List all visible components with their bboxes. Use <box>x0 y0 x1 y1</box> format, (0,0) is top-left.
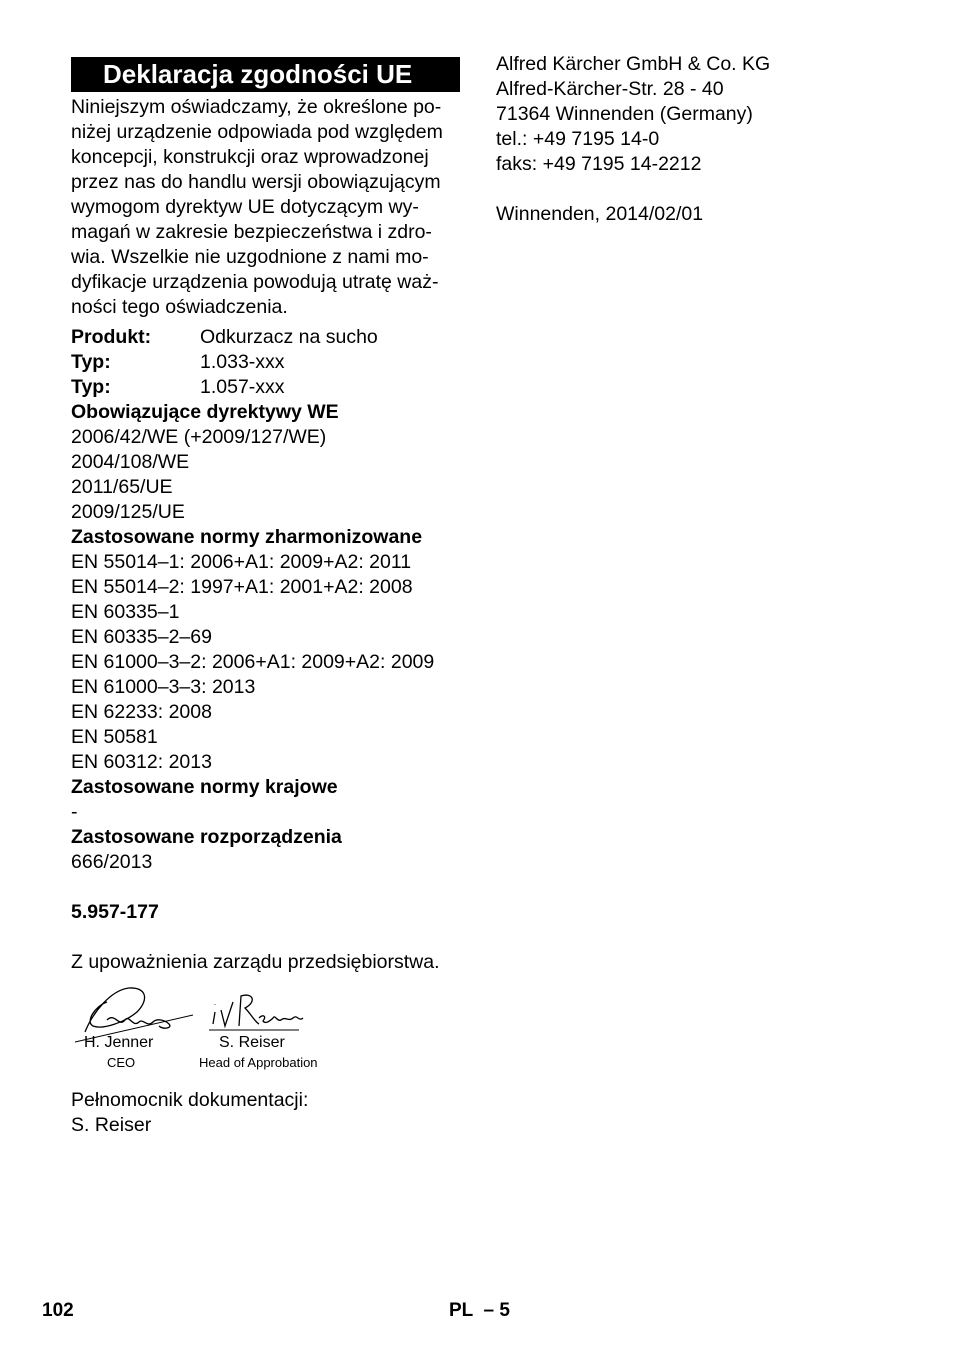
directive-item: 2009/125/UE <box>71 501 185 523</box>
company-line: Alfred Kärcher GmbH & Co. KG <box>496 53 771 75</box>
intro-line: wia. Wszelkie nie uzgodnione z nami mo- <box>71 246 429 268</box>
intro-line: Niniejszym oświadczamy, że określone po- <box>71 96 442 118</box>
page-number: 102 <box>42 1300 74 1321</box>
company-line: Alfred-Kärcher-Str. 28 - 40 <box>496 78 724 100</box>
intro-line: wymogom dyrektyw UE dotyczącym wy- <box>71 196 419 218</box>
document-number: 5.957-177 <box>71 901 159 923</box>
type-row <box>71 375 463 400</box>
standard-item: EN 61000–3–3: 2013 <box>71 676 256 698</box>
product-row <box>71 325 463 350</box>
type-row <box>71 350 463 375</box>
type-value: 1.057-xxx <box>200 376 285 398</box>
place-date: Winnenden, 2014/02/01 <box>496 203 704 225</box>
national-standards-value: - <box>71 801 78 823</box>
company-line: faks: +49 7195 14-2212 <box>496 153 702 175</box>
intro-paragraph <box>71 95 463 320</box>
type-label: Typ: <box>71 376 111 398</box>
product-label: Produkt: <box>71 326 152 348</box>
intro-line: ności tego oświadczenia. <box>71 296 288 318</box>
regulations-value: 666/2013 <box>71 851 153 873</box>
spacer <box>496 177 916 202</box>
standard-item: EN 55014–2: 1997+A1: 2001+A2: 2008 <box>71 576 413 598</box>
company-line: tel.: +49 7195 14-0 <box>496 128 660 150</box>
standard-item: EN 62233: 2008 <box>71 701 212 723</box>
directive-item: 2004/108/WE <box>71 451 190 473</box>
intro-line: magań w zakresie bezpieczeństwa i zdro- <box>71 221 432 243</box>
documentation-block <box>71 1088 308 1138</box>
national-standards-heading: Zastosowane normy krajowe <box>71 776 338 798</box>
spacer <box>71 875 463 900</box>
regulations-heading: Zastosowane rozporządzenia <box>71 826 342 848</box>
directive-item: 2011/65/UE <box>71 476 173 498</box>
spacer <box>71 925 463 950</box>
company-line: 71364 Winnenden (Germany) <box>496 103 753 125</box>
signatory-name: H. Jenner <box>84 1034 154 1051</box>
intro-line: dyfikacje urządzenia powodują utratę waż- <box>71 271 439 293</box>
signature-block <box>71 982 371 1082</box>
harmonised-standards-heading: Zastosowane normy zharmonizowane <box>71 526 423 548</box>
intro-line: niżej urządzenie odpowiada pod względem <box>71 121 443 143</box>
standard-item: EN 60312: 2013 <box>71 751 212 773</box>
intro-line: koncepcji, konstrukcji oraz wprowadzonej <box>71 146 429 168</box>
signatory-name: S. Reiser <box>219 1034 285 1051</box>
intro-line: przez nas do handlu wersji obowiązującym <box>71 171 441 193</box>
signatory-role: CEO <box>107 1055 136 1070</box>
company-column <box>496 52 916 227</box>
standard-item: EN 50581 <box>71 726 158 748</box>
type-label: Typ: <box>71 351 111 373</box>
product-value: Odkurzacz na sucho <box>200 326 378 348</box>
standard-item: EN 61000–3–2: 2006+A1: 2009+A2: 2009 <box>71 651 435 673</box>
standard-item: EN 60335–1 <box>71 601 180 623</box>
documentation-name: S. Reiser <box>71 1114 152 1136</box>
standard-item: EN 55014–1: 2006+A1: 2009+A2: 2011 <box>71 551 412 573</box>
declaration-column <box>71 95 463 975</box>
signatory-role: Head of Approbation <box>199 1055 318 1070</box>
authorization-text: Z upoważnienia zarządu przedsiębiorstwa. <box>71 951 440 973</box>
spec-block <box>71 325 463 975</box>
language-page-indicator: PL – 5 <box>449 1300 510 1321</box>
directives-heading: Obowiązujące dyrektywy WE <box>71 401 339 423</box>
documentation-label: Pełnomocnik dokumentacji: <box>71 1089 309 1111</box>
type-value: 1.033-xxx <box>200 351 285 373</box>
standard-item: EN 60335–2–69 <box>71 626 212 648</box>
directive-item: 2006/42/WE (+2009/127/WE) <box>71 426 327 448</box>
signature-reiser-icon <box>207 988 307 1036</box>
page-title: Deklaracja zgodności UE <box>71 57 460 92</box>
